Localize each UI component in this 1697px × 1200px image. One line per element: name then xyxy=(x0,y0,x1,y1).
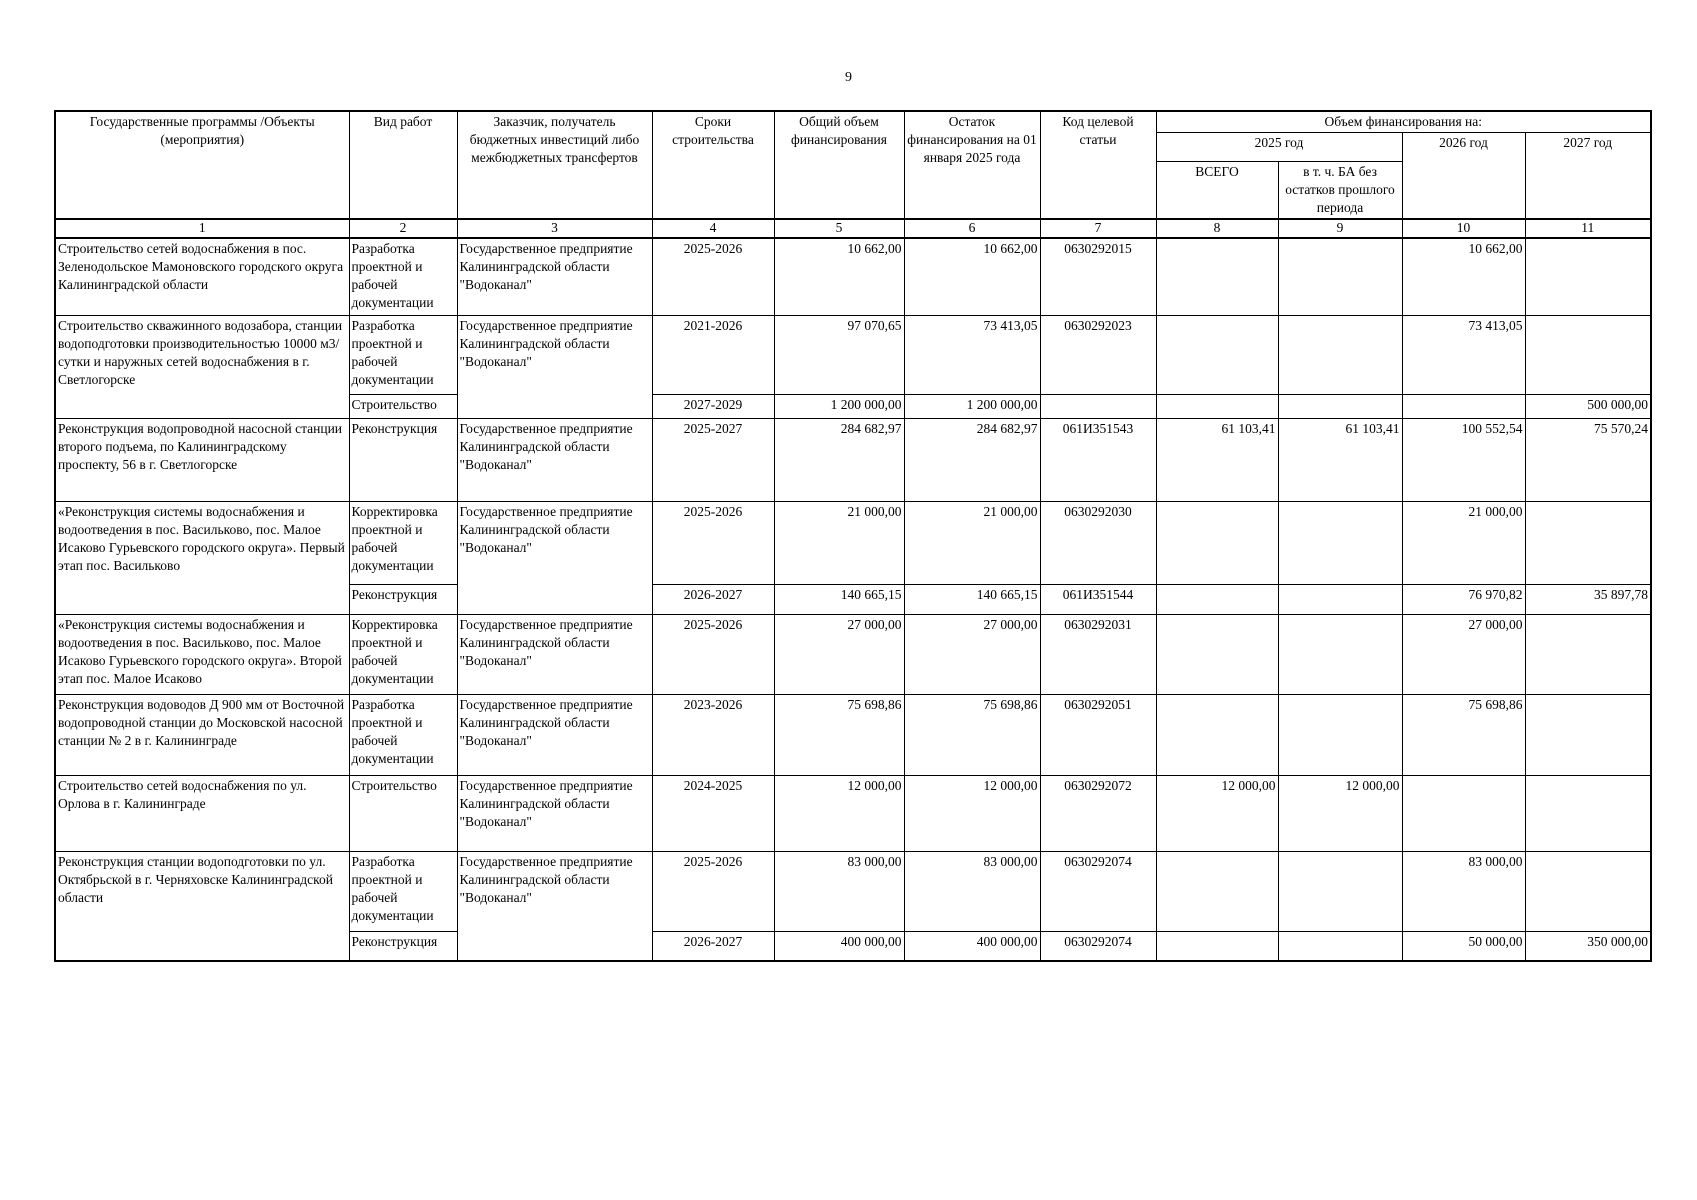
funding-2025-total xyxy=(1156,315,1278,394)
column-number: 1 xyxy=(55,219,349,238)
header-funding: Объем финансирования на: xyxy=(1156,111,1651,133)
work-type: Разработка проектной и рабочей документации xyxy=(349,238,457,315)
object-name: Реконструкция водопроводной насосной станции второго подъема, по Калининградскому проспекту, 56 в г. Светлогорске xyxy=(55,418,349,501)
funding-2025-ba xyxy=(1278,931,1402,961)
funding-2026: 73 413,05 xyxy=(1402,315,1525,394)
period: 2027-2029 xyxy=(652,394,774,418)
funding-2026: 83 000,00 xyxy=(1402,851,1525,931)
object-name: Строительство сетей водоснабжения по ул. Орлова в г. Калининграде xyxy=(55,775,349,851)
remainder: 75 698,86 xyxy=(904,694,1040,775)
period: 2025-2026 xyxy=(652,851,774,931)
funding-2026 xyxy=(1402,394,1525,418)
target-code: 0630292051 xyxy=(1040,694,1156,775)
work-type: Корректировка проектной и рабочей документации xyxy=(349,614,457,694)
total-financing: 27 000,00 xyxy=(774,614,904,694)
funding-2027 xyxy=(1525,694,1651,775)
funding-2025-ba xyxy=(1278,614,1402,694)
funding-2025-total xyxy=(1156,851,1278,931)
table-row xyxy=(55,238,1651,315)
period: 2025-2027 xyxy=(652,418,774,501)
funding-2025-total xyxy=(1156,931,1278,961)
column-number: 7 xyxy=(1040,219,1156,238)
header-programs: Государственные программы /Объекты (мероприятия) xyxy=(55,111,349,219)
customer: Государственное предприятие Калининградской области "Водоканал" xyxy=(457,315,652,418)
funding-2025-total: 12 000,00 xyxy=(1156,775,1278,851)
funding-2027: 350 000,00 xyxy=(1525,931,1651,961)
funding-2027 xyxy=(1525,851,1651,931)
header-customer: Заказчик, получатель бюджетных инвестиций либо межбюджетных трансфертов xyxy=(457,111,652,219)
column-number: 3 xyxy=(457,219,652,238)
column-numbers-row xyxy=(55,219,1651,238)
column-number: 8 xyxy=(1156,219,1278,238)
total-financing: 12 000,00 xyxy=(774,775,904,851)
funding-2027: 500 000,00 xyxy=(1525,394,1651,418)
header-2025-ba: в т. ч. БА без остатков прошлого периода xyxy=(1278,162,1402,220)
target-code: 0630292074 xyxy=(1040,931,1156,961)
total-financing: 97 070,65 xyxy=(774,315,904,394)
customer: Государственное предприятие Калининградской области "Водоканал" xyxy=(457,501,652,614)
funding-2025-ba xyxy=(1278,584,1402,614)
funding-2025-ba xyxy=(1278,394,1402,418)
table-row xyxy=(55,775,1651,851)
header-2025: 2025 год xyxy=(1156,133,1402,162)
customer: Государственное предприятие Калининградской области "Водоканал" xyxy=(457,614,652,694)
funding-2025-total xyxy=(1156,614,1278,694)
total-financing: 21 000,00 xyxy=(774,501,904,584)
target-code: 0630292074 xyxy=(1040,851,1156,931)
column-number: 2 xyxy=(349,219,457,238)
work-type: Разработка проектной и рабочей документации xyxy=(349,315,457,394)
customer: Государственное предприятие Калининградской области "Водоканал" xyxy=(457,418,652,501)
funding-2027 xyxy=(1525,614,1651,694)
funding-2025-ba xyxy=(1278,238,1402,315)
funding-2025-total xyxy=(1156,501,1278,584)
table-body xyxy=(55,238,1651,961)
column-number: 6 xyxy=(904,219,1040,238)
funding-2027 xyxy=(1525,315,1651,394)
period: 2025-2026 xyxy=(652,614,774,694)
target-code: 0630292023 xyxy=(1040,315,1156,394)
funding-2025-total xyxy=(1156,694,1278,775)
funding-2026: 76 970,82 xyxy=(1402,584,1525,614)
funding-2025-total xyxy=(1156,584,1278,614)
target-code: 061И351543 xyxy=(1040,418,1156,501)
total-financing: 400 000,00 xyxy=(774,931,904,961)
column-number: 5 xyxy=(774,219,904,238)
period: 2025-2026 xyxy=(652,238,774,315)
target-code: 0630292072 xyxy=(1040,775,1156,851)
total-financing: 140 665,15 xyxy=(774,584,904,614)
target-code: 0630292030 xyxy=(1040,501,1156,584)
funding-2027: 35 897,78 xyxy=(1525,584,1651,614)
funding-2027 xyxy=(1525,775,1651,851)
funding-2026: 27 000,00 xyxy=(1402,614,1525,694)
target-code: 0630292015 xyxy=(1040,238,1156,315)
funding-2026 xyxy=(1402,775,1525,851)
remainder: 12 000,00 xyxy=(904,775,1040,851)
header-remainder: Остаток финансирования на 01 января 2025 года xyxy=(904,111,1040,219)
funding-2025-ba xyxy=(1278,694,1402,775)
table-row xyxy=(55,501,1651,584)
work-type: Строительство xyxy=(349,394,457,418)
remainder: 10 662,00 xyxy=(904,238,1040,315)
total-financing: 1 200 000,00 xyxy=(774,394,904,418)
remainder: 284 682,97 xyxy=(904,418,1040,501)
funding-2025-total xyxy=(1156,394,1278,418)
funding-2025-total: 61 103,41 xyxy=(1156,418,1278,501)
target-code: 0630292031 xyxy=(1040,614,1156,694)
column-number: 10 xyxy=(1402,219,1525,238)
funding-2026: 100 552,54 xyxy=(1402,418,1525,501)
work-type: Разработка проектной и рабочей документации xyxy=(349,851,457,931)
object-name: Реконструкция водоводов Д 900 мм от Восточной водопроводной станции до Московской насосной станции № 2 в г. Калининграде xyxy=(55,694,349,775)
period: 2025-2026 xyxy=(652,501,774,584)
table-row xyxy=(55,418,1651,501)
page-number: 9 xyxy=(845,70,852,85)
object-name: «Реконструкция системы водоснабжения и водоотведения в пос. Васильково, пос. Малое Исаково Гурьевского городского округа». Второй этап пос. Малое Исаково xyxy=(55,614,349,694)
table-row xyxy=(55,614,1651,694)
header-2027: 2027 год xyxy=(1525,133,1651,220)
total-financing: 83 000,00 xyxy=(774,851,904,931)
funding-2025-ba xyxy=(1278,851,1402,931)
funding-2025-ba xyxy=(1278,315,1402,394)
table-row xyxy=(55,315,1651,394)
column-number: 11 xyxy=(1525,219,1651,238)
remainder: 83 000,00 xyxy=(904,851,1040,931)
target-code: 061И351544 xyxy=(1040,584,1156,614)
customer: Государственное предприятие Калининградской области "Водоканал" xyxy=(457,851,652,961)
funding-2026: 50 000,00 xyxy=(1402,931,1525,961)
funding-2025-ba: 61 103,41 xyxy=(1278,418,1402,501)
work-type: Корректировка проектной и рабочей документации xyxy=(349,501,457,584)
remainder: 1 200 000,00 xyxy=(904,394,1040,418)
funding-2025-ba xyxy=(1278,501,1402,584)
remainder: 21 000,00 xyxy=(904,501,1040,584)
total-financing: 10 662,00 xyxy=(774,238,904,315)
period: 2026-2027 xyxy=(652,584,774,614)
funding-2026: 75 698,86 xyxy=(1402,694,1525,775)
funding-2025-total xyxy=(1156,238,1278,315)
total-financing: 75 698,86 xyxy=(774,694,904,775)
customer: Государственное предприятие Калининградской области "Водоканал" xyxy=(457,775,652,851)
work-type: Реконструкция xyxy=(349,584,457,614)
period: 2024-2025 xyxy=(652,775,774,851)
table-row xyxy=(55,694,1651,775)
header-period: Сроки строительства xyxy=(652,111,774,219)
header-work-type: Вид работ xyxy=(349,111,457,219)
funding-2026: 21 000,00 xyxy=(1402,501,1525,584)
financing-table xyxy=(54,110,1652,962)
remainder: 73 413,05 xyxy=(904,315,1040,394)
customer: Государственное предприятие Калининградской области "Водоканал" xyxy=(457,694,652,775)
work-type: Разработка проектной и рабочей документации xyxy=(349,694,457,775)
funding-2026: 10 662,00 xyxy=(1402,238,1525,315)
total-financing: 284 682,97 xyxy=(774,418,904,501)
object-name: Строительство сетей водоснабжения в пос. Зеленодольское Мамоновского городского округа Калининградской области xyxy=(55,238,349,315)
work-type: Реконструкция xyxy=(349,931,457,961)
column-number: 4 xyxy=(652,219,774,238)
funding-2027: 75 570,24 xyxy=(1525,418,1651,501)
customer: Государственное предприятие Калининградской области "Водоканал" xyxy=(457,238,652,315)
funding-2027 xyxy=(1525,501,1651,584)
work-type: Реконструкция xyxy=(349,418,457,501)
remainder: 140 665,15 xyxy=(904,584,1040,614)
period: 2026-2027 xyxy=(652,931,774,961)
table-row xyxy=(55,851,1651,931)
period: 2021-2026 xyxy=(652,315,774,394)
work-type: Строительство xyxy=(349,775,457,851)
remainder: 400 000,00 xyxy=(904,931,1040,961)
object-name: Реконструкция станции водоподготовки по ул. Октябрьской в г. Черняховске Калининградской области xyxy=(55,851,349,961)
header-total: Общий объем финансирования xyxy=(774,111,904,219)
funding-2027 xyxy=(1525,238,1651,315)
period: 2023-2026 xyxy=(652,694,774,775)
column-number: 9 xyxy=(1278,219,1402,238)
funding-2025-ba: 12 000,00 xyxy=(1278,775,1402,851)
object-name: «Реконструкция системы водоснабжения и водоотведения в пос. Васильково, пос. Малое Исаково Гурьевского городского округа». Первый этап пос. Васильково xyxy=(55,501,349,614)
header-2026: 2026 год xyxy=(1402,133,1525,220)
remainder: 27 000,00 xyxy=(904,614,1040,694)
target-code xyxy=(1040,394,1156,418)
object-name: Строительство скважинного водозабора, станции водоподготовки производительностью 10000 м3/сутки и наружных сетей водоснабжения в г. Светлогорске xyxy=(55,315,349,418)
header-2025-total: ВСЕГО xyxy=(1156,162,1278,220)
header-code: Код целевой статьи xyxy=(1040,111,1156,219)
